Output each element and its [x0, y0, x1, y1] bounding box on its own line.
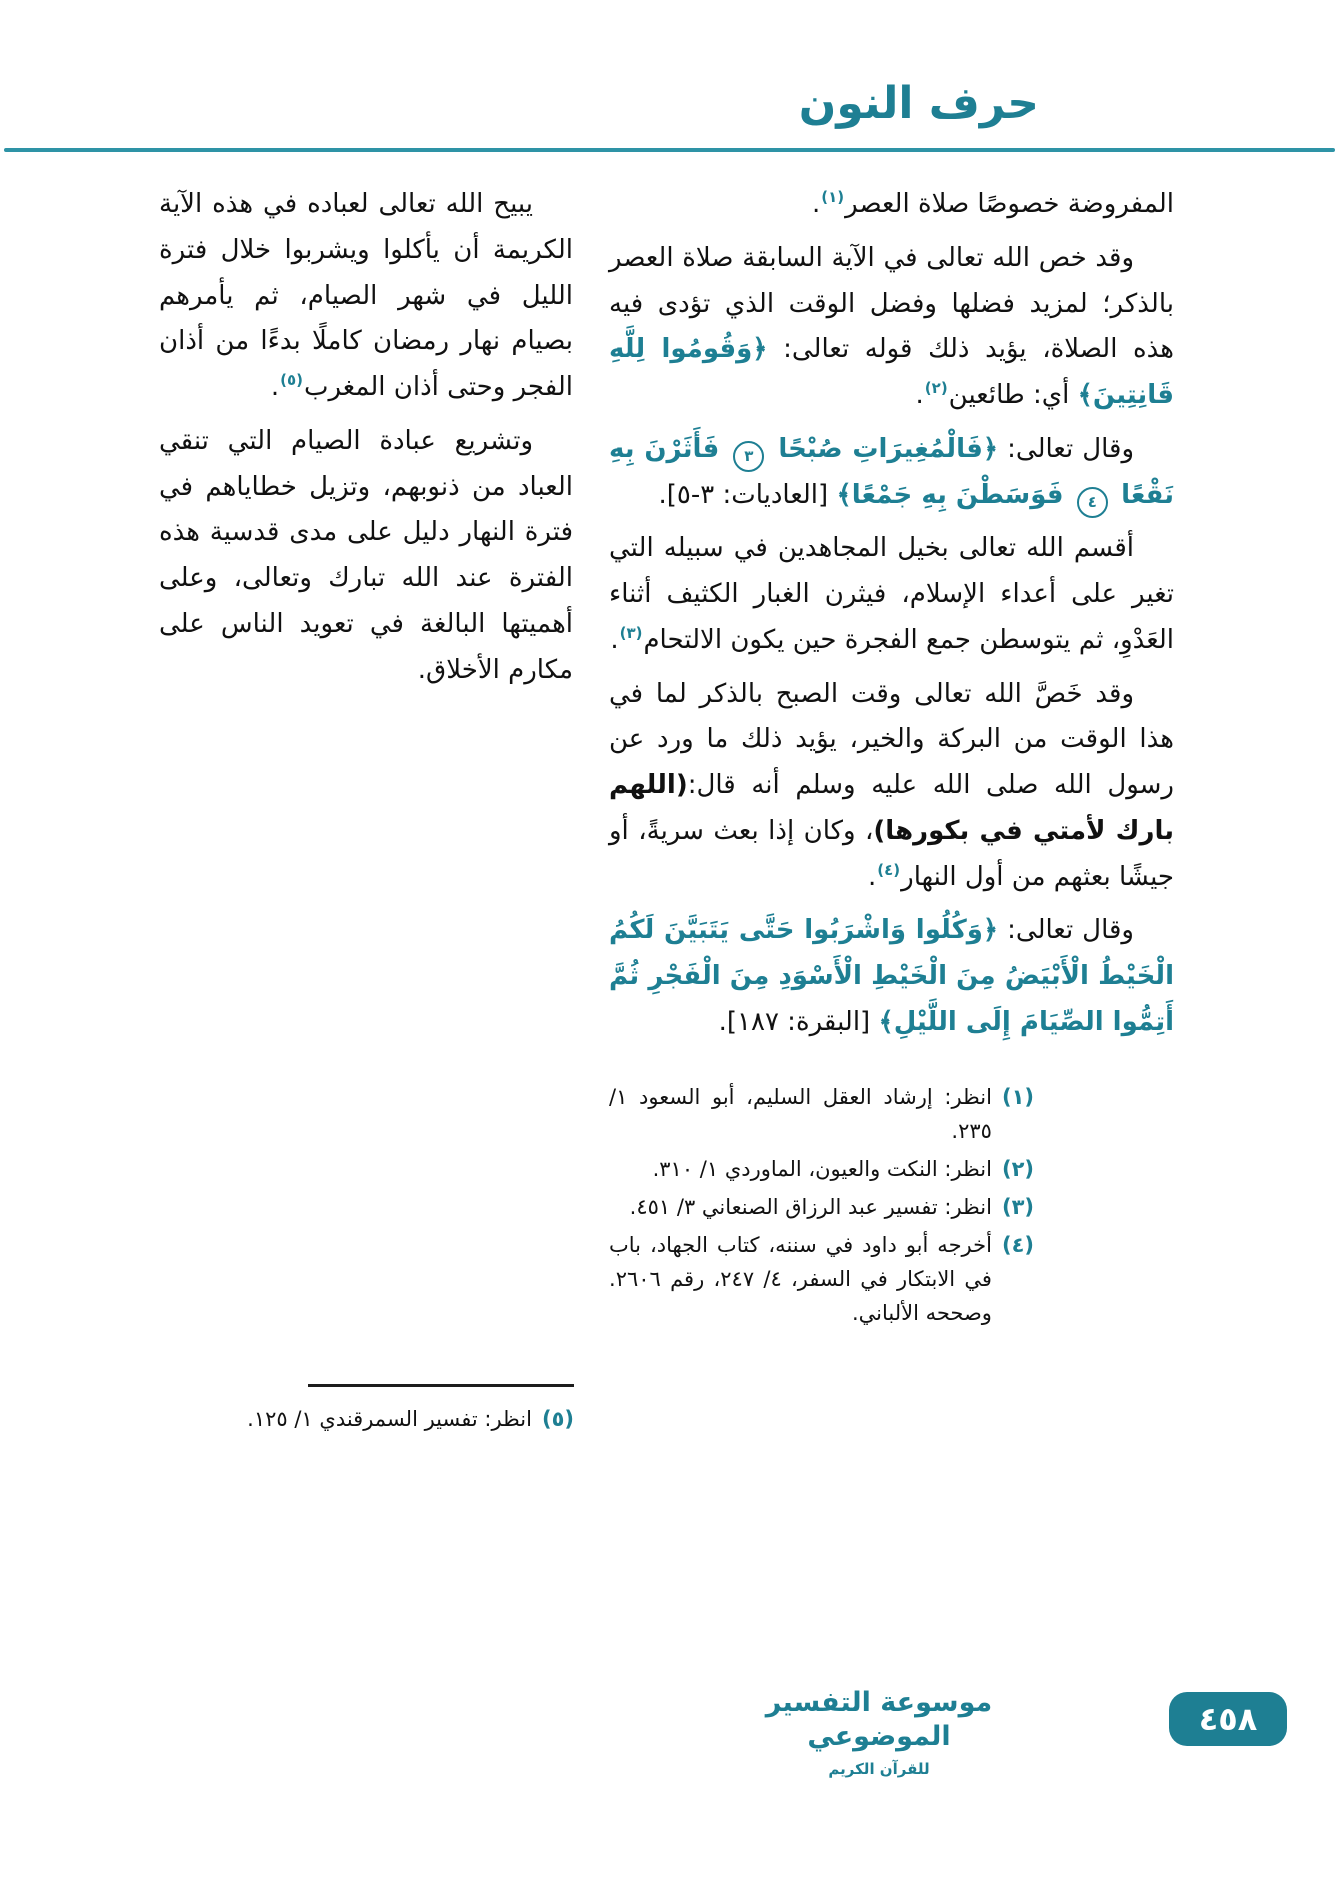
footnote-item — [609, 1080, 1034, 1148]
emblem-title: موسوعة التفسير الموضوعي — [765, 1687, 993, 1752]
hadith-text: (اللهم بارك لأمتي في بكورها) — [609, 770, 1174, 846]
body-text: ، وكان إذا بعث سريةً، أو جيشًا بعثهم من أول النهار — [609, 815, 1174, 892]
body-text: وقد خَصَّ الله تعالى وقت الصبح بالذكر لما في هذا الوقت من البركة والخير، يؤيد ذلك ما ورد عن رسول الله صلى الله عليه وسلم أنه قال: — [609, 678, 1174, 800]
text-columns — [159, 182, 1174, 1334]
publisher-emblem — [749, 1686, 1009, 1778]
body-text: . — [610, 624, 619, 655]
emblem-subtitle: للقرآن الكريم — [828, 1759, 930, 1778]
body-text: . — [868, 861, 877, 892]
footnote-left-block — [160, 1384, 574, 1441]
footnote-number: (٣) — [1001, 1194, 1034, 1219]
footnote-number: (٥) — [541, 1407, 574, 1431]
body-text: . — [811, 189, 821, 219]
ayah-number-icon: ٤ — [1077, 487, 1108, 518]
footnote-separator — [308, 1384, 574, 1387]
paragraph-1 — [609, 182, 1174, 228]
body-text: . — [270, 372, 280, 402]
footnote-number: (٤) — [1001, 1232, 1034, 1257]
body-text: وقال تعالى: — [998, 433, 1135, 464]
paragraph-6 — [609, 908, 1174, 1045]
footnote-number: (٢) — [1001, 1156, 1034, 1181]
page-number: ٤٥٨ — [1198, 1700, 1258, 1738]
quran-verse: فَأَثَرْنَ بِهِ نَقْعًا — [609, 433, 1174, 510]
page-number-badge — [1169, 1692, 1287, 1746]
paragraph-5 — [609, 672, 1174, 901]
footnote-item — [609, 1228, 1034, 1330]
body-text: وتشريع عبادة الصيام التي تنقي العباد من ذنوبهم، وتزيل خطاياهم في فترة النهار دليل على مدى قدسية هذه الفترة عند الله تبارك وتعالى، وعلى أهميتها البالغة في تعويد الناس على مكارم الأخلاق. — [159, 425, 573, 685]
paragraph-8 — [159, 419, 573, 694]
footnote-ref-2: (٢) — [924, 379, 948, 398]
body-text: وقد خص الله تعالى في الآية السابقة صلاة العصر بالذكر؛ لمزيد فضلها وفضل الوقت الذي تؤدى فيه هذه الصلاة، يؤيد ذلك قوله تعالى: — [609, 242, 1174, 365]
body-text: أقسم الله تعالى بخيل المجاهدين في سبيله التي تغير على أعداء الإسلام، فيثرن الغبار الكثيف أثناء العَدْوِ، ثم يتوسطن جمع الفجرة حين يكون الالتحام — [609, 533, 1174, 655]
footnote-text: انظر: إرشاد العقل السليم، أبو السعود ١/ ٢٣٥. — [609, 1084, 992, 1143]
footnote-ref-4: (٤) — [877, 860, 901, 879]
body-text: . — [915, 380, 924, 410]
footnote-item — [160, 1403, 574, 1437]
quran-verse: فَوَسَطْنَ بِهِ جَمْعًا﴾ — [836, 479, 1064, 510]
body-text: أي: طائعين — [948, 380, 1078, 410]
body-text: المفروضة خصوصًا صلاة العصر — [845, 189, 1174, 219]
right-column — [609, 182, 1174, 1334]
paragraph-7 — [159, 182, 573, 411]
footnotes-section — [609, 1080, 1034, 1330]
quran-verse: ﴿وَقُومُوا لِلَّهِ قَانِتِينَ﴾ — [609, 334, 1174, 410]
footnote-text: انظر: النكت والعيون، الماوردي ١/ ٣١٠. — [652, 1156, 992, 1181]
chapter-title: حرف النون — [798, 78, 1039, 129]
quran-verse: ﴿فَالْمُغِيرَاتِ صُبْحًا — [778, 433, 999, 464]
footnote-number: (١) — [1001, 1084, 1034, 1109]
quran-verse: ﴿وَكُلُوا وَاشْرَبُوا حَتَّى يَتَبَيَّنَ لَكُمُ الْخَيْطُ الْأَبْيَضُ مِنَ الْخَيْطِ الْأَسْوَدِ مِنَ الْفَجْرِ ثُمَّ أَتِمُّوا الصِّيَامَ إِلَى اللَّيْلِ﴾ — [609, 915, 1174, 1037]
body-text: يبيح الله تعالى لعباده في هذه الآية الكريمة أن يأكلوا ويشربوا خلال فترة الليل في شهر الصيام، ثم يأمرهم بصيام نهار رمضان كاملًا بدءًا من أذان الفجر وحتى أذان المغرب — [159, 189, 573, 402]
footnote-ref-1: (١) — [821, 188, 845, 207]
footnote-text: انظر: تفسير عبد الرزاق الصنعاني ٣/ ٤٥١. — [629, 1194, 992, 1219]
verse-citation: [البقرة: ١٨٧]. — [718, 1006, 871, 1037]
left-column — [159, 182, 573, 701]
verse-citation: [العاديات: ٣-٥]. — [658, 479, 829, 510]
footnote-ref-5: (٥) — [280, 371, 303, 390]
footnote-item — [609, 1190, 1034, 1224]
ayah-number-icon: ٣ — [733, 441, 764, 472]
body-text: وقال تعالى: — [998, 915, 1134, 946]
footnote-item — [609, 1152, 1034, 1186]
header-rule — [4, 148, 1335, 152]
paragraph-3 — [609, 427, 1174, 519]
paragraph-4 — [609, 526, 1174, 663]
footnote-text: انظر: تفسير السمرقندي ١/ ١٢٥. — [247, 1407, 532, 1431]
footnote-text: أخرجه أبو داود في سننه، كتاب الجهاد، باب في الابتكار في السفر، ٤/ ٢٤٧، رقم ٢٦٠٦. وصححه الألباني. — [609, 1232, 992, 1325]
paragraph-2 — [609, 236, 1174, 419]
footnote-ref-3: (٣) — [619, 624, 643, 643]
